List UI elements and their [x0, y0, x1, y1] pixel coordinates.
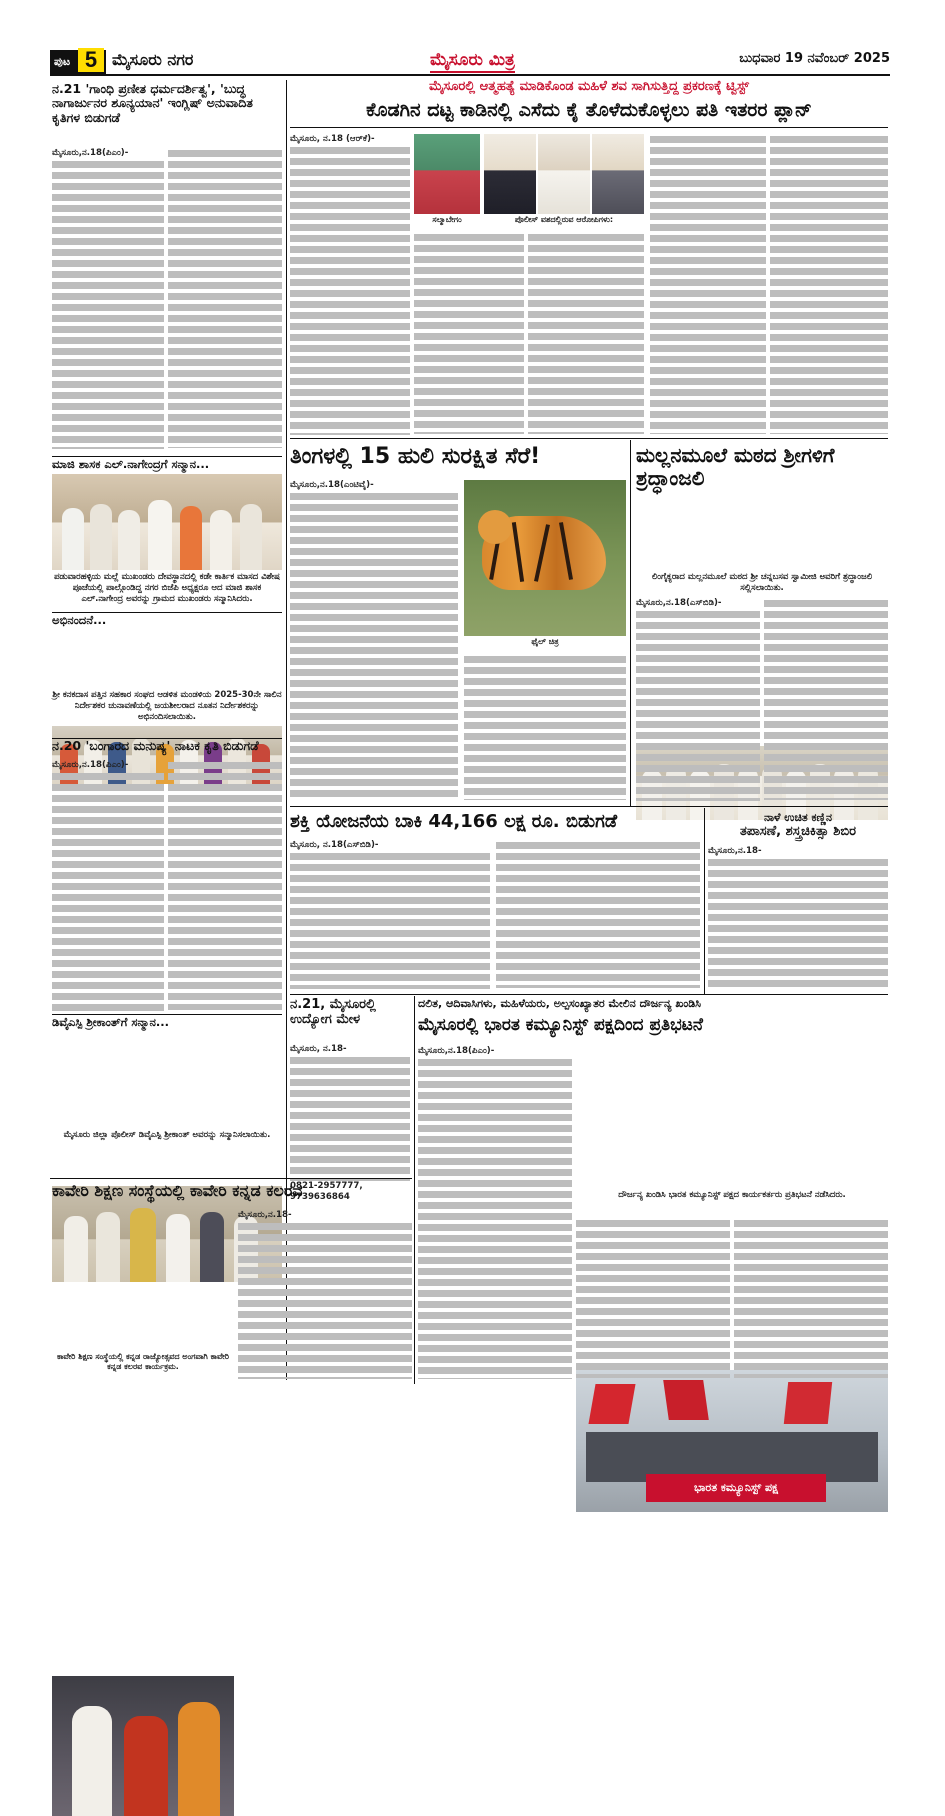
mla-felicitation-caption: ಪಡುವಾರಹಳ್ಳಿಯ ಮಲ್ಲೆ ಮುಖಂಡರು ದೇವಸ್ಥಾನದಲ್ಲಿ ಕಡೇ ಕಾರ್ತಿಕ ಮಾಸದ ವಿಶೇಷ ಪೂಜೆಯಲ್ಲಿ ಪಾಲ್ಗೊಂಡಿದ್ದ ನಗರ ಬಿಜೆಪಿ ಅಧ್ಯಕ್ಷರೂ ಆದ ಮಾಜಿ ಶಾಸಕ ಎಲ್.ನಾಗೇಂದ್ರ ಅವರನ್ನು ಗ್ರಾಮದ ಮುಖಂಡರು ಸನ್ಮಾನಿಸಿದರು. — [54, 572, 280, 604]
cpi-headline: ಮೈಸೂರಲ್ಲಿ ಭಾರತ ಕಮ್ಯೂನಿಸ್ಟ್ ಪಕ್ಷದಿಂದ ಪ್ರತಿಭಟನೆ — [418, 1015, 703, 1035]
tribute-caption: ಲಿಂಗೈಕ್ಯರಾದ ಮಲ್ಲನಮೂಲೆ ಮಠದ ಶ್ರೀ ಚನ್ನಬಸವ ಸ್ವಾಮೀಜಿ ಅವರಿಗೆ ಶ್ರದ್ಧಾಂಜಲಿ ಸಲ್ಲಿಸಲಾಯಿತು. — [651, 572, 873, 593]
health-headline: ನಾಳೆ ಉಚಿತ ಕಣ್ಣಿನ ತಪಾಸಣೆ, ಶಸ್ತ್ರಚಿಕಿತ್ಸಾ ಶಿಬಿರ — [740, 811, 856, 839]
column-rule — [704, 808, 705, 994]
page-label: ಪುಟ — [50, 50, 106, 74]
tribute-article-col2 — [764, 598, 888, 800]
cpi-protest-photo — [576, 1370, 888, 1512]
cpi-article-col3 — [734, 1218, 888, 1378]
tiger-photo: ಫೈಲ್ ಚಿತ್ರ — [464, 480, 626, 650]
kaveri-headline: ಕಾವೇರಿ ಶಿಕ್ಷಣ ಸಂಸ್ಥೆಯಲ್ಲಿ ಕಾವೇರಿ ಕನ್ನಡ ಕಲರವ — [52, 1181, 303, 1200]
column-rule — [630, 440, 631, 806]
lead-article-col5 — [770, 134, 888, 434]
lead-kicker: ಮೈಸೂರಲ್ಲಿ ಆತ್ಮಹತ್ಯೆ ಮಾಡಿಕೊಂಡ ಮಹಿಳೆ ಶವ ಸಾಗಿಸುತ್ತಿದ್ದ ಪ್ರಕರಣಕ್ಕೆ ಟ್ವಿಸ್ಟ್ — [429, 79, 749, 94]
mla-felicitation-label: ಮಾಜಿ ಶಾಸಕ ಎಲ್.ನಾಗೇಂದ್ರಗೆ ಸನ್ಮಾನ... — [52, 456, 282, 472]
lead-headline: ಕೊಡಗಿನ ದಟ್ಟ ಕಾಡಿನಲ್ಲಿ ಎಸೆದು ಕೈ ತೊಳೆದುಕೊಳ್ಳಲು ಪತಿ ಇತರರ ಪ್ಲಾನ್ — [290, 100, 888, 128]
jobs-headline: ನ.21, ಮೈಸೂರಲ್ಲಿ ಉದ್ಯೋಗ ಮೇಳ — [290, 997, 376, 1027]
masthead — [50, 48, 890, 76]
section-rule — [290, 994, 888, 995]
column-rule — [414, 996, 415, 1384]
section-rule — [290, 438, 888, 439]
lead-photo-woman: ಸಲ್ಮಾಬೇಗಂ — [414, 134, 480, 226]
newspaper-logo: ಮೈಸೂರು ಮಿತ್ರ — [430, 49, 515, 73]
dysp-felicitation-label: ಡಿವೈಎಸ್ಪಿ ಶ್ರೀಕಾಂತ್‌ಗೆ ಸನ್ಮಾನ... — [52, 1014, 282, 1030]
lead-article-col1: ಮೈಸೂರು, ನ.18 (ಆರ್‌ಕೆ)- — [290, 134, 410, 434]
shakti-article-col2 — [496, 840, 700, 988]
tiger-article-col2 — [464, 654, 626, 800]
drama-article-col2 — [168, 760, 282, 1010]
jobs-phone: 0821-2957777, 9739636864 — [290, 1181, 363, 1202]
tribute-headline: ಮಲ್ಲನಮೂಲೆ ಮಠದ ಶ್ರೀಗಳಿಗೆ ಶ್ರದ್ಧಾಂಜಲಿ — [636, 443, 835, 490]
tiger-article-col1: ಮೈಸೂರು,ನ.18(ಎಂಟಿವೈ)- — [290, 480, 458, 800]
gandhi-article-col1: ಮೈಸೂರು,ನ.18(ಪಿಎಂ)- — [52, 148, 164, 448]
lead-article-col4 — [650, 134, 766, 434]
lead-photo-accused: ಪೊಲೀಸ್ ವಶದಲ್ಲಿರುವ ಆರೋಪಿಗಳು: — [484, 134, 644, 226]
drama-article-headline: ನ.20 'ಬಂಗಾರದ ಮನುಷ್ಯ' ನಾಟಕ ಕೃತಿ ಬಿಡುಗಡೆ — [52, 738, 282, 756]
kaveri-caption: ಕಾವೇರಿ ಶಿಕ್ಷಣ ಸಂಸ್ಥೆಯಲ್ಲಿ ಕನ್ನಡ ರಾಜ್ಯೋತ್ಸವದ ಅಂಗವಾಗಿ ಕಾವೇರಿ ಕನ್ನಡ ಕಲರವ ಕಾರ್ಯಕ್ರಮ. — [57, 1352, 229, 1371]
tiger-headline: ತಿಂಗಳಲ್ಲಿ 15 ಹುಲಿ ಸುರಕ್ಷಿತ ಸೆರೆ! — [290, 444, 541, 469]
jobs-article: ಮೈಸೂರು, ನ.18- 0821-2957777, 9739636864 — [290, 1044, 410, 1204]
gandhi-article-headline: ನ.21 'ಗಾಂಧಿ ಪ್ರಣೀತ ಧರ್ಮದರ್ಶಿತ್ವ', 'ಬುದ್ಧ ನಾಗಾರ್ಜುನರ ಶೂನ್ಯಯಾನ' ಇಂಗ್ಲಿಷ್ ಅನುವಾದಿತ ಕೃತಿಗಳ ಬಿಡುಗಡೆ — [52, 81, 253, 125]
health-article: ಮೈಸೂರು,ನ.18- — [708, 846, 888, 988]
gandhi-article-col2 — [168, 148, 282, 448]
page-number: 5 — [78, 48, 104, 72]
lead-article-col2 — [414, 232, 524, 434]
shakti-headline: ಶಕ್ತಿ ಯೋಜನೆಯ ಬಾಕಿ 44,166 ಲಕ್ಷ ರೂ. ಬಿಡುಗಡೆ — [290, 811, 618, 832]
cpi-article-col1: ಮೈಸೂರು,ನ.18(ಪಿಎಂ)- — [418, 1046, 572, 1378]
issue-date: ಬುಧವಾರ 19 ನವೆಂಬರ್ 2025 — [739, 51, 890, 66]
drama-article-col1: ಮೈಸೂರು,ನ.18(ಪಿಎಂ)- — [52, 760, 164, 1010]
congrats-label: ಅಭಿನಂದನೆ... — [52, 612, 282, 628]
section-title: ಮೈಸೂರು ನಗರ — [112, 50, 194, 69]
cpi-caption: ದೌರ್ಜನ್ಯ ಖಂಡಿಸಿ ಭಾರತ ಕಮ್ಯೂನಿಸ್ಟ್ ಪಕ್ಷದ ಕಾರ್ಯಕರ್ತರು ಪ್ರತಿಭಟನೆ ನಡೆಸಿದರು. — [618, 1190, 846, 1200]
section-rule — [50, 1178, 412, 1179]
cpi-kicker: ದಲಿತ, ಆದಿವಾಸಿಗಳು, ಮಹಿಳೆಯರು, ಅಲ್ಪಸಂಖ್ಯಾತರ ಮೇಲಿನ ದೌರ್ಜನ್ಯ ಖಂಡಿಸಿ — [418, 997, 701, 1010]
mla-felicitation-photo — [52, 474, 282, 570]
dysp-felicitation-caption: ಮೈಸೂರು ಜಿಲ್ಲಾ ಪೊಲೀಸ್ ಡಿವೈಎಸ್ಪಿ ಶ್ರೀಕಾಂತ್ ಅವರನ್ನು ಸನ್ಮಾನಿಸಲಾಯಿತು. — [63, 1130, 271, 1140]
section-rule — [290, 806, 888, 807]
tribute-article-col1: ಮೈಸೂರು,ನ.18(ಎಸ್‌ಬಿಡಿ)- — [636, 598, 760, 800]
kaveri-article: ಮೈಸೂರು,ನ.18- — [238, 1210, 412, 1378]
kaveri-photo — [52, 1676, 234, 1816]
lead-article-col3 — [528, 232, 644, 434]
congrats-caption: ಶ್ರೀ ಕನಕದಾಸ ಪತ್ತಿನ ಸಹಕಾರ ಸಂಘದ ಆಡಳಿತ ಮಂಡಳಿಯ 2025-30ನೇ ಸಾಲಿನ ನಿರ್ದೇಶಕರ ಚುನಾವಣೆಯಲ್ಲಿ ಜಯಶೀಲರಾದ ನೂತನ ನಿರ್ದೇಶಕರನ್ನು ಅಭಿನಂದಿಸಲಾಯಿತು. — [52, 690, 282, 722]
cpi-article-col2 — [576, 1218, 730, 1378]
shakti-article-col1: ಮೈಸೂರು, ನ.18(ಎಸ್‌ಬಿಡಿ)- — [290, 840, 490, 988]
cpi-banner: ಭಾರತ ಕಮ್ಯೂನಿಸ್ಟ್ ಪಕ್ಷ — [646, 1474, 826, 1502]
